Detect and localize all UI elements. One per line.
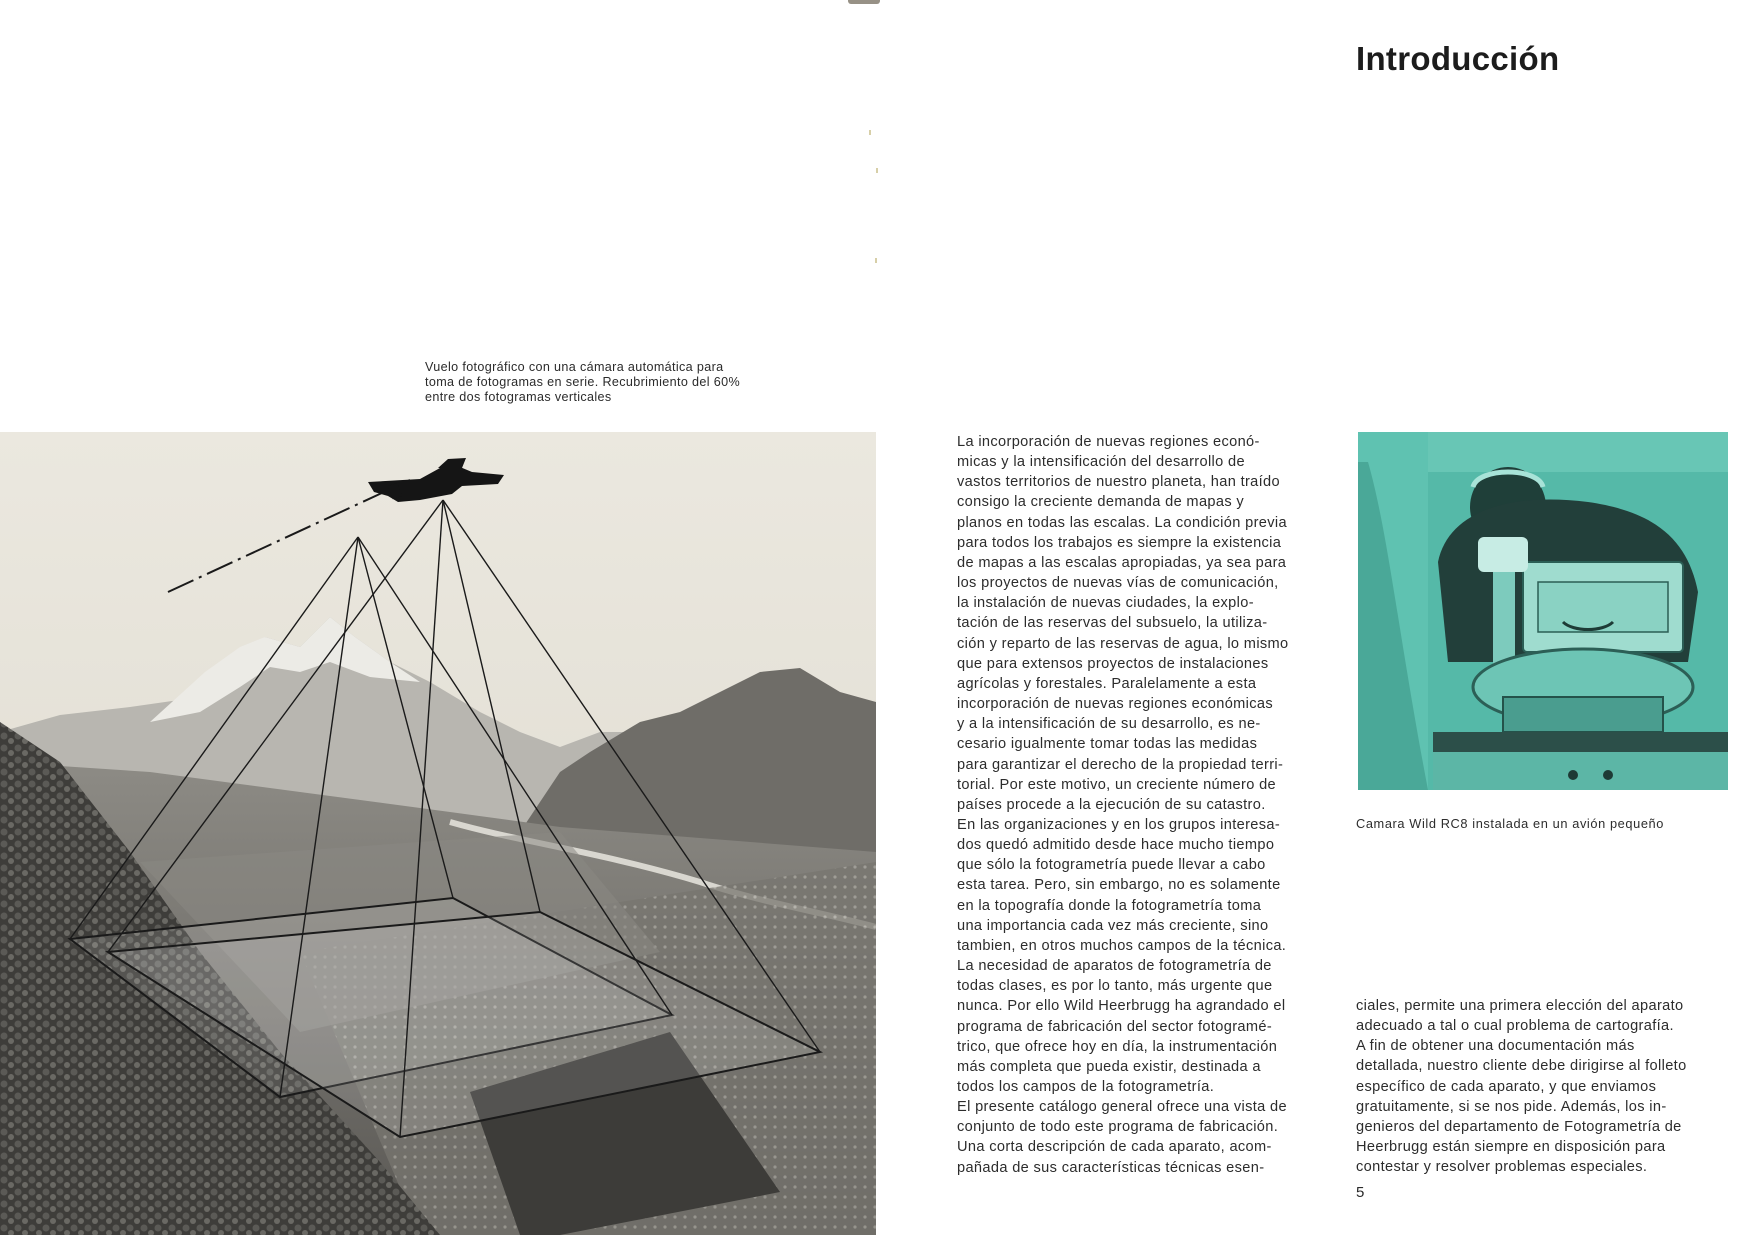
eyepiece [1478, 537, 1528, 572]
text-line: y a la intensificación de su desarrollo, es ne- [957, 716, 1261, 733]
print-speck [875, 258, 877, 263]
text-line: específico de cada aparato, y que enviamos [1356, 1078, 1657, 1095]
text-line: de mapas a las escalas apropiadas, ya sea para [957, 554, 1287, 571]
text-line: tambien, en otros muchos campos de la técnica. [957, 937, 1287, 954]
text-line: consigo la creciente demanda de mapas y [957, 494, 1245, 511]
text-line: nunca. Por ello Wild Heerbrugg ha agrandado el [957, 998, 1286, 1015]
gutter-mark [848, 0, 880, 4]
text-line: vastos territorios de nuestro planeta, han traído [957, 474, 1280, 491]
text-line: incorporación de nuevas regiones económicas [957, 696, 1274, 713]
text-line: para garantizar el derecho de la propiedad terri- [957, 756, 1284, 773]
text-line: torial. Por este motivo, un creciente número de [957, 776, 1277, 793]
text-line: cesario igualmente tomar todas las medidas [957, 736, 1258, 753]
text-line: ciales, permite una primera elección del aparato [1356, 998, 1684, 1014]
caption-line: toma de fotogramas en serie. Recubrimiento del 60% [425, 375, 741, 389]
text-line: A fin de obtener una documentación más [1356, 1038, 1635, 1055]
text-line: detallada, nuestro cliente debe dirigirse al folleto [1356, 1058, 1687, 1075]
text-line: países procede a la ejecución de su catastro. [957, 796, 1266, 813]
text-line: todos los campos de la fotogrametría. [957, 1079, 1215, 1095]
text-line: El presente catálogo general ofrece una vista de [957, 1099, 1287, 1116]
body-text-column [957, 432, 1337, 1178]
page-title: Introducción [1356, 40, 1560, 77]
text-line: trico, que ofrece hoy en día, la instrumentación [957, 1038, 1278, 1055]
camera-photo-caption: Camara Wild RC8 instalada en un avión pequeño [1356, 816, 1664, 831]
aerial-survey-photo [0, 432, 876, 1235]
text-line: gratuitamente, si se nos pide. Además, los in- [1356, 1098, 1667, 1115]
text-line: para todos los trabajos es siempre la existencia [957, 534, 1282, 551]
text-line: agrícolas y forestales. Paralelamente a esta [957, 675, 1257, 692]
text-line: programa de fabricación del sector fotogramé- [957, 1018, 1273, 1035]
text-line: La necesidad de aparatos de fotogrametría de [957, 958, 1272, 975]
text-line: la instalación de nuevas ciudades, la explo- [957, 595, 1254, 612]
text-line: que sólo la fotogrametría puede llevar a cabo [957, 857, 1266, 874]
continuation-text-column [1356, 996, 1756, 1177]
text-line: una importancia cada vez más creciente, sino [957, 917, 1269, 934]
text-line: ción y reparto de las reservas de agua, lo mismo [957, 635, 1289, 652]
text-line: los proyectos de nuevas vías de comunicación, [957, 575, 1279, 592]
text-line: genieros del departamento de Fotogrametría de [1356, 1118, 1682, 1135]
text-line: tación de las reservas del subsuelo, la utiliza- [957, 615, 1268, 632]
aerial-photo-caption [425, 360, 805, 405]
text-line: planos en todas las escalas. La condición previa [957, 514, 1287, 531]
cabin-wall-top [1428, 432, 1728, 472]
camera-installation-photo [1358, 432, 1728, 790]
text-line: adecuado a tal o cual problema de cartografía. [1356, 1018, 1674, 1035]
text-line: En las organizaciones y en los grupos interesa- [957, 816, 1281, 833]
text-line: en la topografía donde la fotogrametría toma [957, 897, 1262, 914]
text-line: todas clases, es por lo tanto, más urgente que [957, 978, 1273, 995]
text-line: micas y la intensificación del desarrollo de [957, 454, 1245, 471]
text-line: esta tarea. Pero, sin embargo, no es solamente [957, 877, 1281, 894]
text-line: Una corta descripción de cada aparato, acom- [957, 1139, 1272, 1156]
text-line: La incorporación de nuevas regiones econó- [957, 434, 1260, 450]
text-line: más completa que pueda existir, destinada a [957, 1058, 1261, 1075]
text-line: conjunto de todo este programa de fabricación. [957, 1119, 1279, 1136]
page-number: 5 [1356, 1184, 1365, 1201]
text-line: contestar y resolver problemas especiales. [1356, 1159, 1648, 1176]
caption-line: entre dos fotogramas verticales [425, 390, 612, 404]
caption-line: Vuelo fotográfico con una cámara automática para [425, 360, 724, 374]
print-speck [876, 168, 878, 173]
text-line: pañada de sus características técnicas esen- [957, 1159, 1265, 1176]
text-line: que para extensos proyectos de instalaciones [957, 655, 1269, 672]
print-speck [869, 130, 871, 135]
text-line: dos quedó admitido desde hace mucho tiempo [957, 837, 1275, 854]
text-line: Heerbrugg están siempre en disposición para [1356, 1139, 1666, 1156]
